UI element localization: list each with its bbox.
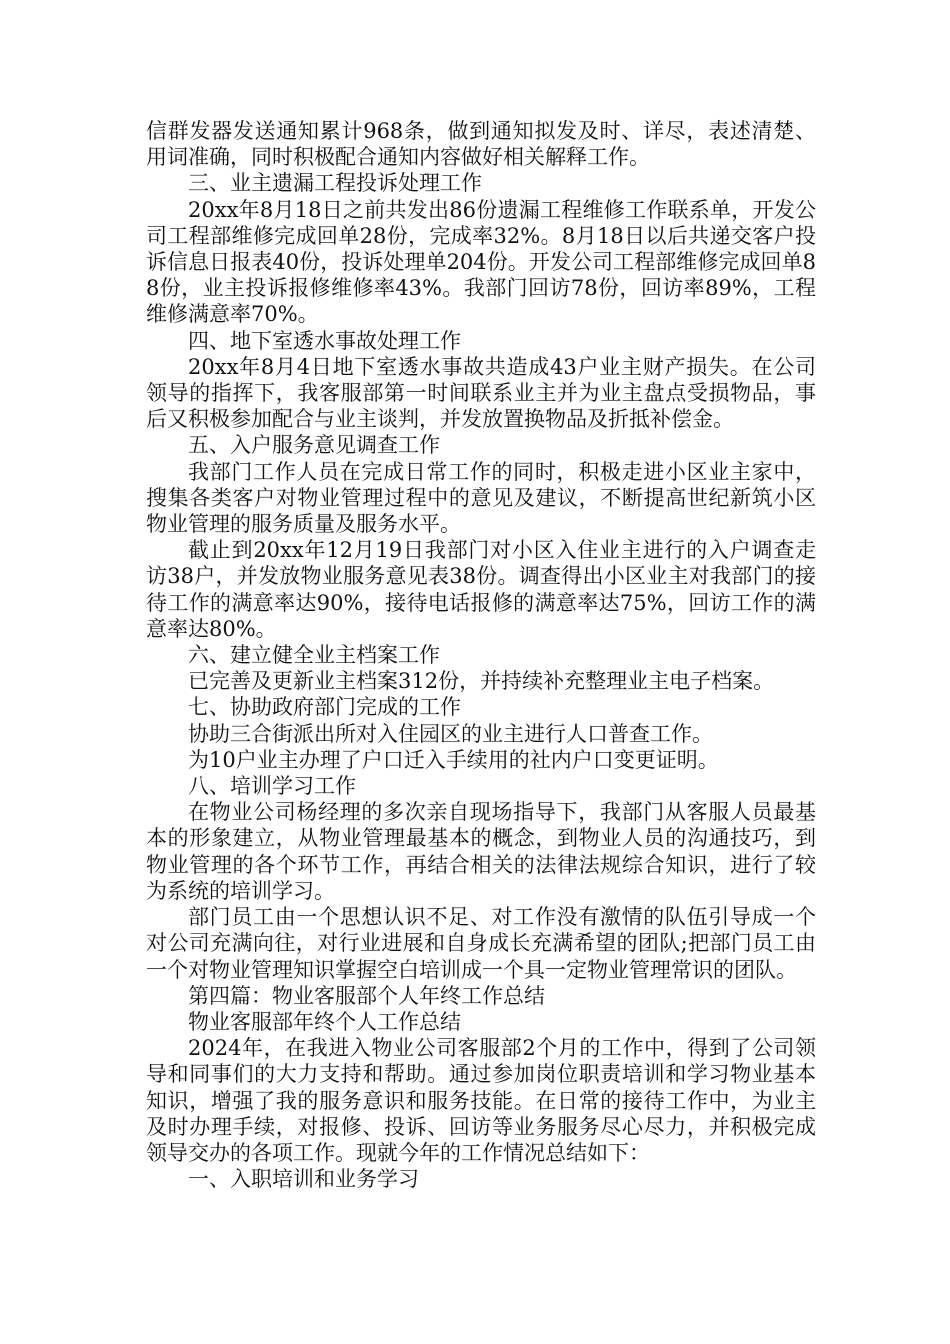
section-heading-1: 一、入职培训和业务学习: [188, 1167, 419, 1192]
section-heading-4: 四、地下室透水事故处理工作: [188, 328, 461, 353]
section-heading-6: 六、建立健全业主档案工作: [188, 643, 440, 668]
paragraph: 在物业公司杨经理的多次亲自现场指导下，我部门从客服人员最基本的形象建立，从物业管理最基本的概念，到物业人员的沟通技巧，到物业管理的各个环节工作，再结合相关的法律法规综合知识，进行了较为系统的培训学习。: [146, 800, 816, 903]
paragraph: 协助三合街派出所对入住园区的业主进行人口普查工作。: [188, 721, 713, 746]
paragraph: 2024年，在我进入物业公司客服部2个月的工作中，得到了公司领导和同事们的大力支持和帮助。通过参加岗位职责培训和学习物业基本知识，增强了我的服务意识和服务技能。在日常的接待工作中，为业主及时办理手续，对报修、投诉、回访等业务服务尽心尽力，并积极完成领导交办的各项工作。现就今年的工作情况总结如下：: [146, 1036, 816, 1165]
paragraph-continuation: 信群发器发送通知累计968条，做到通知拟发及时、详尽，表述清楚、用词准确，同时积极配合通知内容做好相关解释工作。: [146, 119, 816, 170]
paragraph: 20xx年8月4日地下室透水事故共造成43户业主财产损失。在公司领导的指挥下，我客服部第一时间联系业主并为业主盘点受损物品，事后又积极参加配合与业主谈判，并发放置换物品及折抵补偿金。: [146, 354, 816, 432]
section-heading-3: 三、业主遗漏工程投诉处理工作: [188, 171, 482, 196]
paragraph: 20xx年8月18日之前共发出86份遗漏工程维修工作联系单，开发公司工程部维修完成回单28份，完成率32%。8月18日以后共递交客户投诉信息日报表40份，投诉处理单204份。开发公司工程部维修完成回单88份，业主投诉报修维修率43%。我部门回访78份，回访率89%，工程维修满意率70%。: [146, 197, 816, 327]
paragraph: 已完善及更新业主档案312份，并持续补充整理业主电子档案。: [188, 669, 775, 694]
section-heading-7: 七、协助政府部门完成的工作: [188, 695, 461, 720]
paragraph: 我部门工作人员在完成日常工作的同时，积极走进小区业主家中，搜集各类客户对物业管理过程中的意见及建议，不断提高世纪新筑小区物业管理的服务质量及服务水平。: [146, 459, 816, 537]
paragraph: 为10户业主办理了户口迁入手续用的社内户口变更证明。: [188, 747, 719, 772]
paragraph: 截止到20xx年12月19日我部门对小区入住业主进行的入户调查走访38户，并发放物业服务意见表38份。调查得出小区业主对我部门的接待工作的满意率达90%，接待电话报修的满意率达75%，回访工作的满意率达80%。: [146, 538, 816, 641]
document-title: 物业客服部年终个人工作总结: [188, 1009, 461, 1034]
paragraph: 部门员工由一个思想认识不足、对工作没有激情的队伍引导成一个对公司充满向往，对行业进展和自身成长充满希望的团队;把部门员工由一个对物业管理知识掌握空白培训成一个具一定物业管理常识的团队。: [146, 905, 816, 982]
section-heading-5: 五、入户服务意见调查工作: [188, 433, 440, 458]
document-page: [146, 118, 816, 1192]
part-title: 第四篇：物业客服部个人年终工作总结: [188, 983, 545, 1008]
section-heading-8: 八、培训学习工作: [188, 774, 356, 799]
